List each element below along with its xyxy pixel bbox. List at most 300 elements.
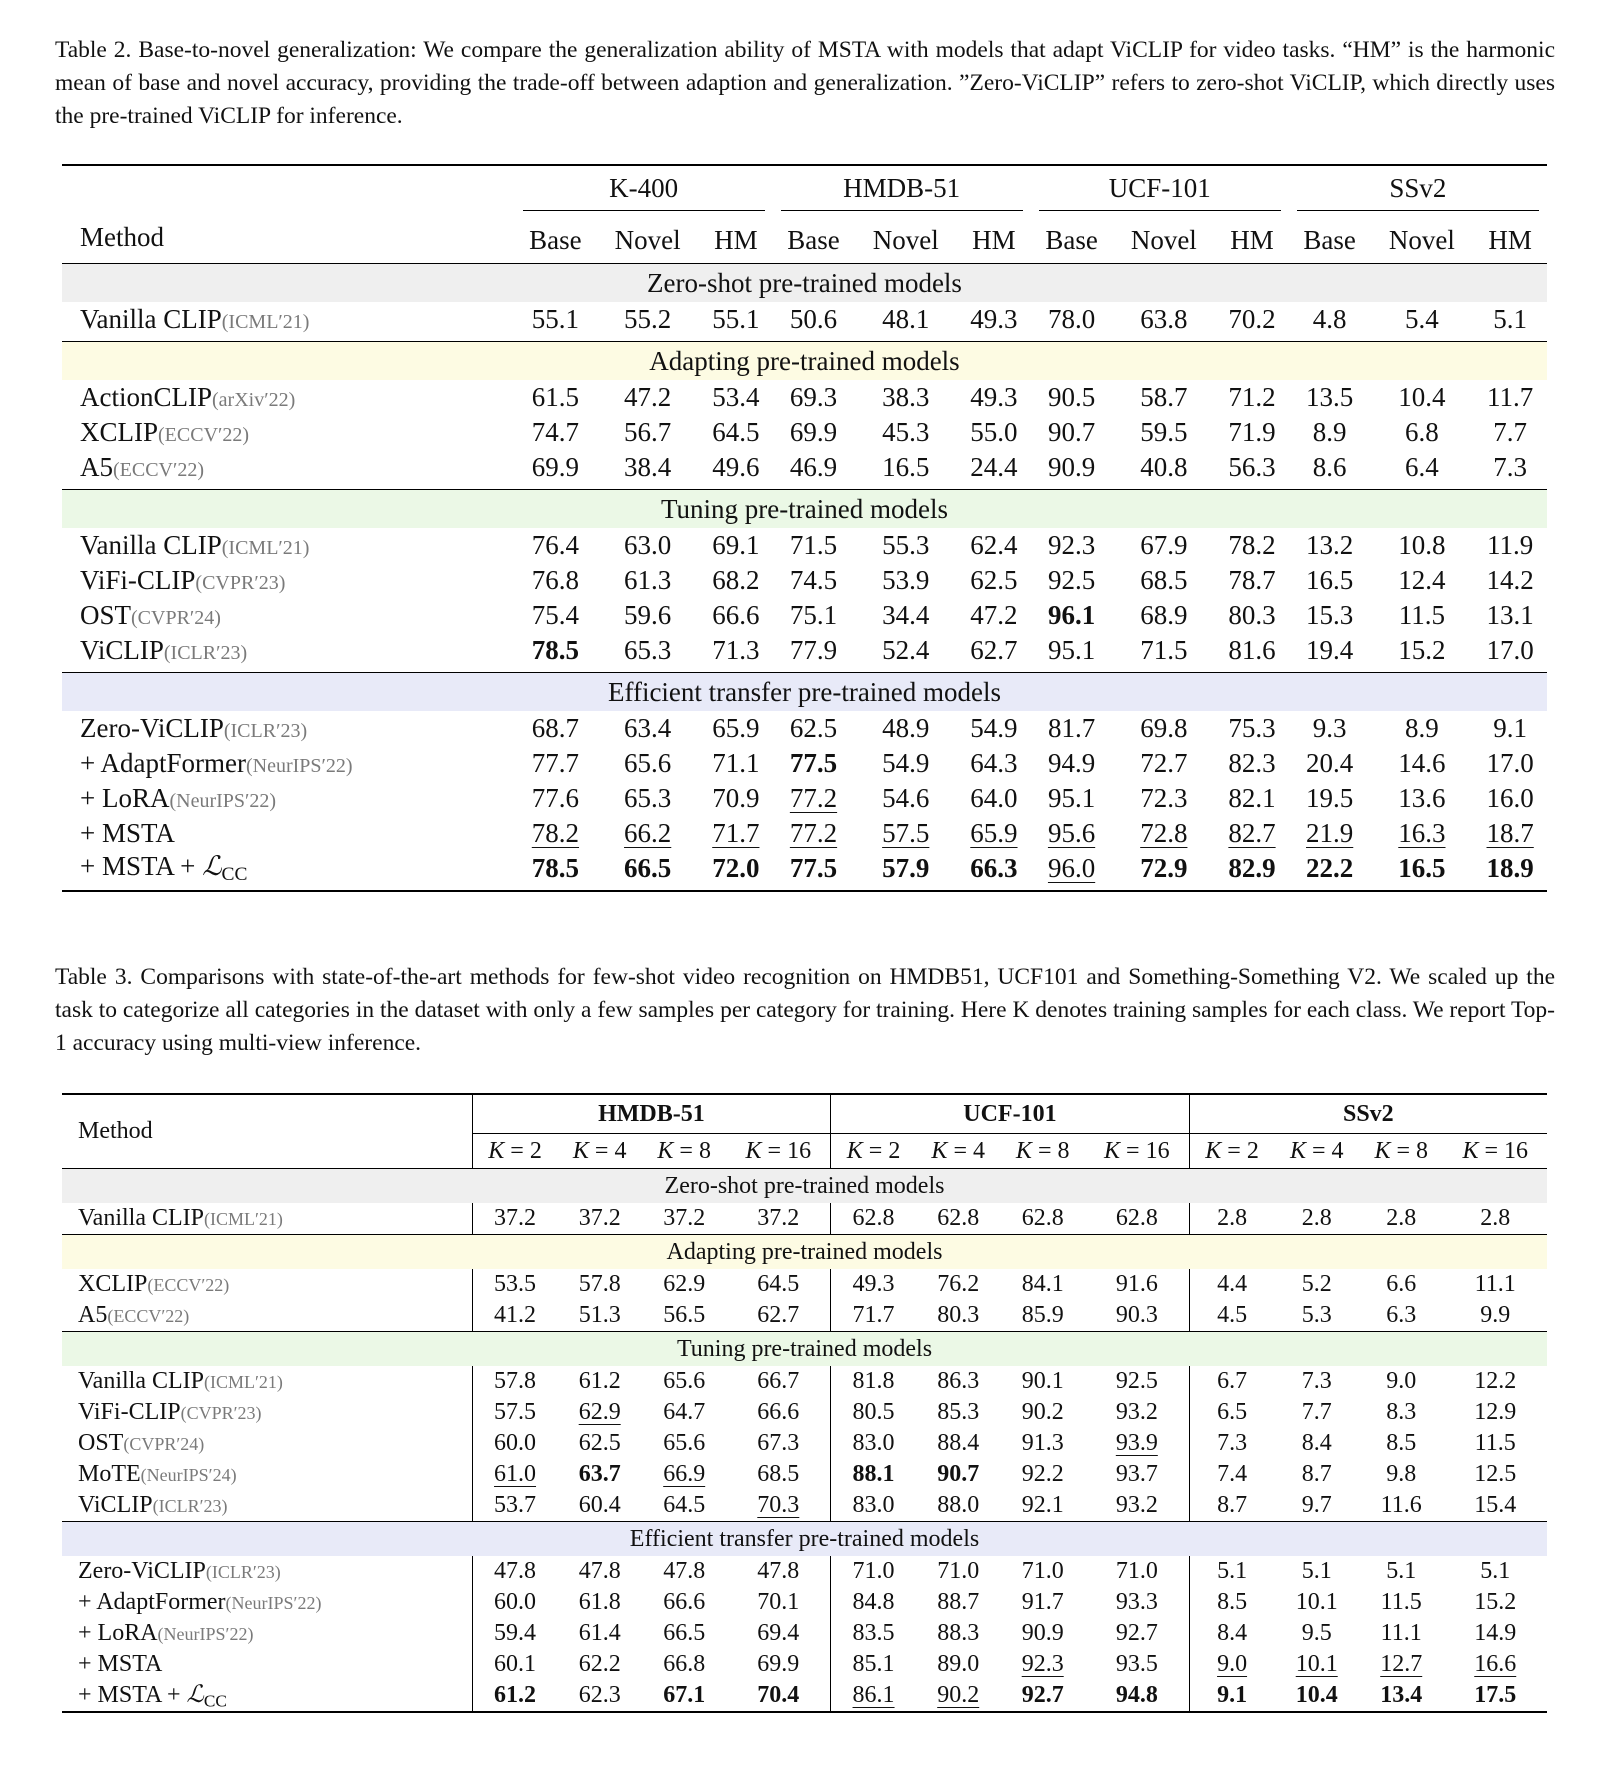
value-cell: 77.6 bbox=[531, 783, 580, 813]
value-cell: 54.6 bbox=[882, 783, 930, 813]
value-cell: 67.9 bbox=[1140, 530, 1188, 560]
value-cell: 55.3 bbox=[882, 530, 930, 560]
value-cell: 16.0 bbox=[1486, 783, 1534, 813]
table2-subheader: HM bbox=[1230, 224, 1274, 255]
value-cell: 71.0 bbox=[937, 1558, 980, 1584]
value-cell: 71.3 bbox=[712, 635, 760, 665]
value-cell: 92.5 bbox=[1047, 565, 1096, 595]
value-cell: 55.1 bbox=[531, 304, 580, 334]
table2-section bbox=[62, 342, 1547, 490]
value-cell: 5.1 bbox=[1386, 1558, 1417, 1584]
caption-k: K bbox=[1012, 997, 1030, 1023]
value-cell: 37.2 bbox=[663, 1205, 706, 1231]
k-header: K = 4 bbox=[1274, 1134, 1359, 1169]
value-cell: 66.3 bbox=[970, 853, 1018, 883]
value-cell: 68.5 bbox=[757, 1461, 800, 1487]
value-cell: 69.4 bbox=[757, 1620, 800, 1646]
table-row bbox=[62, 415, 1547, 450]
value-cell: 48.9 bbox=[882, 713, 930, 743]
method-label: + LoRA bbox=[80, 783, 170, 813]
section-title: Adapting pre-trained models bbox=[62, 342, 1547, 381]
value-cell: 15.3 bbox=[1306, 600, 1354, 630]
table-row bbox=[62, 1490, 1547, 1522]
value-cell: 56.3 bbox=[1228, 452, 1276, 482]
value-cell: 70.9 bbox=[712, 783, 760, 813]
method-name bbox=[62, 781, 515, 816]
section-title: Tuning pre-trained models bbox=[62, 1332, 1547, 1367]
method-label: + MSTA + bbox=[80, 851, 203, 882]
table-row bbox=[62, 816, 1547, 851]
value-cell: 16.5 bbox=[882, 452, 930, 482]
value-cell: 93.2 bbox=[1115, 1399, 1158, 1425]
value-cell: 11.5 bbox=[1398, 600, 1446, 630]
method-label: XCLIP bbox=[80, 417, 159, 447]
k-header: K = 4 bbox=[557, 1134, 642, 1169]
value-cell: 2.8 bbox=[1301, 1205, 1332, 1231]
value-cell: 85.3 bbox=[937, 1399, 980, 1425]
value-cell: 63.4 bbox=[624, 713, 672, 743]
method-label: A5 bbox=[78, 1302, 108, 1328]
table2-dataset-header: UCF-101 bbox=[1039, 173, 1281, 211]
k-variable: K bbox=[1289, 1137, 1306, 1164]
table-row bbox=[62, 633, 1547, 673]
value-cell: 83.0 bbox=[831, 1428, 916, 1459]
value-cell: 62.2 bbox=[578, 1651, 621, 1677]
value-cell: 64.0 bbox=[970, 783, 1018, 813]
value-cell: 57.9 bbox=[882, 853, 930, 883]
value-cell: 60.0 bbox=[472, 1587, 557, 1618]
section-title: Efficient transfer pre-trained models bbox=[62, 673, 1547, 712]
value-cell: 59.5 bbox=[1140, 417, 1188, 447]
venue-tag: (NeurIPS′22) bbox=[169, 790, 277, 812]
table2-dataset-header: HMDB-51 bbox=[781, 173, 1023, 211]
value-cell: 49.3 bbox=[970, 304, 1018, 334]
value-cell: 8.5 bbox=[1189, 1587, 1274, 1618]
value-cell: 62.7 bbox=[970, 635, 1018, 665]
value-cell: 16.6 bbox=[1474, 1651, 1517, 1677]
value-cell: 22.2 bbox=[1306, 853, 1354, 883]
method-name bbox=[62, 598, 515, 633]
method-label: MoTE bbox=[78, 1461, 141, 1487]
table2-section bbox=[62, 490, 1547, 673]
k-value: 16 bbox=[1145, 1137, 1170, 1164]
method-name bbox=[62, 380, 515, 415]
value-cell: 70.4 bbox=[757, 1682, 800, 1709]
value-cell: 64.7 bbox=[663, 1399, 706, 1425]
value-cell: 57.8 bbox=[472, 1366, 557, 1397]
value-cell: 10.4 bbox=[1295, 1682, 1338, 1709]
value-cell: 7.3 bbox=[1493, 452, 1528, 482]
value-cell: 89.0 bbox=[937, 1651, 980, 1677]
value-cell: 69.3 bbox=[789, 382, 838, 412]
table-row bbox=[62, 781, 1547, 816]
value-cell: 11.1 bbox=[1474, 1271, 1516, 1297]
table3-section bbox=[62, 1169, 1547, 1235]
k-variable: K bbox=[657, 1137, 674, 1164]
value-cell: 71.5 bbox=[789, 530, 838, 560]
value-cell: 7.7 bbox=[1301, 1399, 1332, 1425]
table2-subheader: Base bbox=[1045, 224, 1098, 255]
k-variable: K bbox=[1104, 1137, 1121, 1164]
table2-subheader: Novel bbox=[872, 224, 939, 255]
value-cell: 83.5 bbox=[831, 1618, 916, 1649]
venue-tag: (NeurIPS′22) bbox=[157, 1624, 254, 1644]
venue-tag: (NeurIPS′24) bbox=[140, 1465, 237, 1485]
value-cell: 12.4 bbox=[1398, 565, 1446, 595]
k-header: K = 2 bbox=[472, 1134, 557, 1169]
value-cell: 67.1 bbox=[663, 1682, 706, 1709]
value-cell: 55.0 bbox=[970, 417, 1018, 447]
value-cell: 86.3 bbox=[937, 1368, 980, 1394]
value-cell: 81.7 bbox=[1047, 713, 1096, 743]
method-label: Zero-ViCLIP bbox=[78, 1558, 206, 1584]
venue-tag: (arXiv′22) bbox=[212, 389, 296, 411]
k-value: 4 bbox=[1331, 1137, 1344, 1164]
value-cell: 71.7 bbox=[831, 1300, 916, 1332]
value-cell: 69.9 bbox=[531, 452, 580, 482]
value-cell: 92.3 bbox=[1021, 1651, 1064, 1677]
value-cell: 16.3 bbox=[1398, 818, 1446, 848]
value-cell: 59.6 bbox=[624, 600, 672, 630]
value-cell: 66.9 bbox=[663, 1461, 706, 1487]
loss-subscript: CC bbox=[221, 863, 248, 885]
value-cell: 47.2 bbox=[624, 382, 672, 412]
venue-tag: (ICLR′23) bbox=[205, 1562, 281, 1582]
method-name bbox=[62, 415, 515, 450]
value-cell: 70.2 bbox=[1228, 304, 1276, 334]
value-cell: 62.3 bbox=[578, 1682, 621, 1709]
venue-tag: (ECCV′22) bbox=[147, 1275, 230, 1295]
method-name bbox=[62, 528, 515, 563]
value-cell: 93.9 bbox=[1115, 1430, 1158, 1456]
value-cell: 6.7 bbox=[1189, 1366, 1274, 1397]
value-cell: 16.5 bbox=[1306, 565, 1354, 595]
value-cell: 77.5 bbox=[789, 748, 838, 778]
value-cell: 4.4 bbox=[1189, 1269, 1274, 1300]
table2-subheader: HM bbox=[714, 224, 758, 255]
value-cell: 15.2 bbox=[1474, 1589, 1517, 1615]
value-cell: 93.7 bbox=[1115, 1461, 1158, 1487]
value-cell: 61.2 bbox=[472, 1680, 557, 1712]
value-cell: 66.6 bbox=[663, 1589, 706, 1615]
value-cell: 37.2 bbox=[578, 1205, 621, 1231]
value-cell: 72.3 bbox=[1140, 783, 1188, 813]
loss-symbol: ℒ bbox=[186, 1680, 204, 1708]
value-cell: 8.9 bbox=[1312, 417, 1347, 447]
method-label: ViCLIP bbox=[78, 1492, 153, 1518]
value-cell: 61.5 bbox=[531, 382, 580, 412]
value-cell: 40.8 bbox=[1140, 452, 1188, 482]
venue-tag: (ICML′21) bbox=[221, 537, 310, 559]
value-cell: 60.1 bbox=[472, 1649, 557, 1680]
value-cell: 85.1 bbox=[831, 1649, 916, 1680]
value-cell: 17.0 bbox=[1486, 748, 1534, 778]
value-cell: 62.8 bbox=[1021, 1205, 1064, 1231]
table2 bbox=[62, 164, 1547, 892]
value-cell: 72.0 bbox=[712, 853, 760, 883]
table-row bbox=[62, 598, 1547, 633]
value-cell: 72.7 bbox=[1140, 748, 1188, 778]
value-cell: 10.4 bbox=[1398, 382, 1446, 412]
k-header: K = 16 bbox=[1085, 1134, 1189, 1169]
value-cell: 65.3 bbox=[624, 783, 672, 813]
value-cell: 7.7 bbox=[1493, 417, 1528, 447]
value-cell: 5.2 bbox=[1301, 1271, 1332, 1297]
value-cell: 68.7 bbox=[531, 713, 580, 743]
value-cell: 92.2 bbox=[1021, 1461, 1064, 1487]
value-cell: 10.1 bbox=[1295, 1589, 1338, 1615]
method-name bbox=[62, 1587, 472, 1618]
value-cell: 8.7 bbox=[1189, 1490, 1274, 1522]
value-cell: 41.2 bbox=[472, 1300, 557, 1332]
value-cell: 78.2 bbox=[531, 818, 580, 848]
table2-section bbox=[62, 673, 1547, 892]
k-variable: K bbox=[931, 1137, 948, 1164]
table-row bbox=[62, 1300, 1547, 1332]
value-cell: 69.8 bbox=[1140, 713, 1188, 743]
value-cell: 62.8 bbox=[937, 1205, 980, 1231]
value-cell: 13.1 bbox=[1486, 600, 1534, 630]
value-cell: 62.8 bbox=[831, 1203, 916, 1235]
table3-section bbox=[62, 1522, 1547, 1713]
method-label: + LoRA bbox=[78, 1620, 158, 1646]
caption-text: Table 3. Comparisons with state-of-the-art methods for few-shot video recognition on HMDB51, UCF101 and Something-Something V2. We scaled up the task to categorize all categories in the dataset with only a few samples per category for training. Here bbox=[55, 964, 1555, 1023]
k-value: 16 bbox=[787, 1137, 812, 1164]
value-cell: 66.5 bbox=[624, 853, 672, 883]
value-cell: 65.6 bbox=[663, 1368, 706, 1394]
method-label: Vanilla CLIP bbox=[80, 304, 222, 334]
venue-tag: (ECCV′22) bbox=[158, 424, 250, 446]
method-name bbox=[62, 1649, 472, 1680]
value-cell: 59.4 bbox=[472, 1618, 557, 1649]
value-cell: 72.9 bbox=[1140, 853, 1188, 883]
table2-subheader: Novel bbox=[1130, 224, 1197, 255]
value-cell: 47.8 bbox=[757, 1558, 800, 1584]
value-cell: 65.6 bbox=[624, 748, 672, 778]
value-cell: 4.5 bbox=[1189, 1300, 1274, 1332]
k-value: 8 bbox=[1057, 1137, 1070, 1164]
value-cell: 90.9 bbox=[1047, 452, 1096, 482]
k-value: 2 bbox=[529, 1137, 542, 1164]
value-cell: 95.6 bbox=[1047, 818, 1096, 848]
value-cell: 68.2 bbox=[712, 565, 760, 595]
value-cell: 94.9 bbox=[1047, 748, 1096, 778]
value-cell: 9.5 bbox=[1301, 1620, 1332, 1646]
value-cell: 66.8 bbox=[663, 1651, 706, 1677]
value-cell: 37.2 bbox=[472, 1203, 557, 1235]
method-name bbox=[62, 450, 515, 490]
value-cell: 93.5 bbox=[1115, 1651, 1158, 1677]
k-variable: K bbox=[572, 1137, 589, 1164]
value-cell: 88.7 bbox=[937, 1589, 980, 1615]
value-cell: 62.7 bbox=[757, 1302, 800, 1328]
k-header: K = 2 bbox=[831, 1134, 916, 1169]
k-value: 4 bbox=[614, 1137, 627, 1164]
value-cell: 71.9 bbox=[1228, 417, 1276, 447]
value-cell: 46.9 bbox=[789, 452, 838, 482]
method-name bbox=[62, 746, 515, 781]
section-title: Efficient transfer pre-trained models bbox=[62, 1522, 1547, 1557]
method-name bbox=[62, 711, 515, 746]
value-cell: 8.3 bbox=[1386, 1399, 1417, 1425]
table-row bbox=[62, 1587, 1547, 1618]
k-value: 8 bbox=[1416, 1137, 1428, 1164]
value-cell: 12.9 bbox=[1474, 1399, 1517, 1425]
k-variable: K bbox=[1374, 1137, 1391, 1164]
value-cell: 53.5 bbox=[472, 1269, 557, 1300]
value-cell: 5.3 bbox=[1301, 1302, 1332, 1328]
value-cell: 75.4 bbox=[531, 600, 580, 630]
value-cell: 80.5 bbox=[831, 1397, 916, 1428]
k-header: K = 2 bbox=[1189, 1134, 1274, 1169]
method-label: Vanilla CLIP bbox=[78, 1368, 204, 1394]
value-cell: 64.3 bbox=[970, 748, 1018, 778]
value-cell: 78.2 bbox=[1228, 530, 1276, 560]
method-name bbox=[62, 1618, 472, 1649]
value-cell: 8.5 bbox=[1386, 1430, 1417, 1456]
table2-subheader: HM bbox=[1488, 224, 1532, 255]
table-row bbox=[62, 746, 1547, 781]
method-label: XCLIP bbox=[78, 1271, 148, 1297]
value-cell: 9.1 bbox=[1189, 1680, 1274, 1712]
value-cell: 65.9 bbox=[970, 818, 1018, 848]
table3-dataset-header: UCF-101 bbox=[831, 1094, 1190, 1134]
value-cell: 21.9 bbox=[1306, 818, 1354, 848]
value-cell: 38.4 bbox=[624, 452, 672, 482]
value-cell: 88.1 bbox=[831, 1459, 916, 1490]
venue-tag: (ICLR′23) bbox=[152, 1496, 228, 1516]
venue-tag: (CVPR′24) bbox=[123, 1434, 205, 1454]
value-cell: 75.3 bbox=[1228, 713, 1276, 743]
value-cell: 69.9 bbox=[757, 1651, 800, 1677]
k-header: K = 4 bbox=[916, 1134, 1001, 1169]
value-cell: 48.1 bbox=[882, 304, 930, 334]
value-cell: 92.1 bbox=[1021, 1492, 1064, 1518]
value-cell: 8.6 bbox=[1312, 452, 1347, 482]
value-cell: 77.2 bbox=[789, 783, 838, 813]
table2-subheader: Base bbox=[1303, 224, 1356, 255]
table3-method-header: Method bbox=[78, 1118, 153, 1144]
value-cell: 95.1 bbox=[1047, 635, 1096, 665]
value-cell: 65.3 bbox=[624, 635, 672, 665]
table-row bbox=[62, 1366, 1547, 1397]
value-cell: 66.5 bbox=[663, 1620, 706, 1646]
method-name bbox=[62, 1490, 472, 1522]
venue-tag: (CVPR′23) bbox=[195, 572, 286, 594]
k-variable: K bbox=[1015, 1137, 1032, 1164]
value-cell: 11.7 bbox=[1487, 382, 1534, 412]
value-cell: 77.2 bbox=[789, 818, 838, 848]
value-cell: 94.8 bbox=[1115, 1682, 1158, 1709]
table3-section bbox=[62, 1235, 1547, 1332]
value-cell: 16.5 bbox=[1398, 853, 1446, 883]
table-row bbox=[62, 1269, 1547, 1300]
value-cell: 83.0 bbox=[831, 1490, 916, 1522]
table-row bbox=[62, 1397, 1547, 1428]
table2-subheader: HM bbox=[972, 224, 1016, 255]
table-row bbox=[62, 1203, 1547, 1235]
method-label: Vanilla CLIP bbox=[80, 530, 222, 560]
table2-method-header: Method bbox=[80, 222, 164, 252]
value-cell: 15.2 bbox=[1398, 635, 1446, 665]
value-cell: 8.7 bbox=[1301, 1461, 1332, 1487]
method-name bbox=[62, 1269, 472, 1300]
method-label: ViFi-CLIP bbox=[80, 565, 196, 595]
method-label: ViFi-CLIP bbox=[78, 1399, 181, 1425]
value-cell: 9.1 bbox=[1493, 713, 1528, 743]
value-cell: 63.7 bbox=[578, 1461, 621, 1487]
table2-subheader: Base bbox=[529, 224, 582, 255]
value-cell: 66.2 bbox=[624, 818, 672, 848]
caption-text: denotes training samples for each class. We report Top-1 accuracy using multi-view inference. bbox=[55, 997, 1556, 1056]
value-cell: 92.7 bbox=[1021, 1682, 1064, 1709]
value-cell: 77.9 bbox=[789, 635, 838, 665]
value-cell: 77.5 bbox=[789, 853, 838, 883]
value-cell: 6.4 bbox=[1405, 452, 1439, 482]
value-cell: 47.2 bbox=[970, 600, 1018, 630]
value-cell: 5.1 bbox=[1189, 1556, 1274, 1587]
value-cell: 47.8 bbox=[663, 1558, 706, 1584]
value-cell: 11.5 bbox=[1380, 1589, 1422, 1615]
value-cell: 71.0 bbox=[831, 1556, 916, 1587]
value-cell: 71.2 bbox=[1228, 382, 1276, 412]
value-cell: 11.5 bbox=[1474, 1430, 1516, 1456]
value-cell: 18.9 bbox=[1486, 853, 1534, 883]
table2-dataset-header: SSv2 bbox=[1297, 173, 1539, 211]
k-value: 8 bbox=[698, 1137, 711, 1164]
value-cell: 9.3 bbox=[1312, 713, 1347, 743]
method-label: + AdaptFormer bbox=[80, 748, 246, 778]
method-label: + MSTA bbox=[80, 818, 175, 848]
k-variable: K bbox=[1462, 1137, 1479, 1164]
value-cell: 91.3 bbox=[1021, 1430, 1064, 1456]
method-name bbox=[62, 1556, 472, 1587]
table-row bbox=[62, 711, 1547, 746]
table3-dataset-header: HMDB-51 bbox=[472, 1094, 831, 1134]
value-cell: 9.0 bbox=[1386, 1368, 1417, 1394]
value-cell: 9.0 bbox=[1189, 1649, 1274, 1680]
loss-subscript: CC bbox=[203, 1691, 227, 1711]
section-title: Zero-shot pre-trained models bbox=[62, 1169, 1547, 1204]
value-cell: 71.0 bbox=[1115, 1558, 1158, 1584]
value-cell: 2.8 bbox=[1189, 1203, 1274, 1235]
value-cell: 15.4 bbox=[1474, 1492, 1517, 1518]
value-cell: 82.9 bbox=[1228, 853, 1276, 883]
value-cell: 76.2 bbox=[937, 1271, 980, 1297]
value-cell: 53.9 bbox=[882, 565, 930, 595]
venue-tag: (ICML′21) bbox=[204, 1372, 283, 1392]
value-cell: 62.8 bbox=[1115, 1205, 1158, 1231]
k-value: 4 bbox=[972, 1137, 985, 1164]
method-name bbox=[62, 1203, 472, 1235]
value-cell: 8.4 bbox=[1189, 1618, 1274, 1649]
value-cell: 57.5 bbox=[472, 1397, 557, 1428]
value-cell: 11.9 bbox=[1487, 530, 1534, 560]
value-cell: 12.2 bbox=[1474, 1368, 1517, 1394]
value-cell: 71.0 bbox=[1021, 1558, 1064, 1584]
value-cell: 19.4 bbox=[1306, 635, 1354, 665]
value-cell: 61.3 bbox=[624, 565, 672, 595]
value-cell: 93.3 bbox=[1115, 1589, 1158, 1615]
value-cell: 5.4 bbox=[1405, 304, 1439, 334]
table2-subheader: Novel bbox=[614, 224, 681, 255]
value-cell: 61.0 bbox=[472, 1459, 557, 1490]
value-cell: 4.8 bbox=[1312, 304, 1347, 334]
value-cell: 14.2 bbox=[1486, 565, 1534, 595]
value-cell: 7.3 bbox=[1301, 1368, 1332, 1394]
loss-symbol: ℒ bbox=[202, 851, 222, 883]
k-header: K = 16 bbox=[1443, 1134, 1547, 1169]
